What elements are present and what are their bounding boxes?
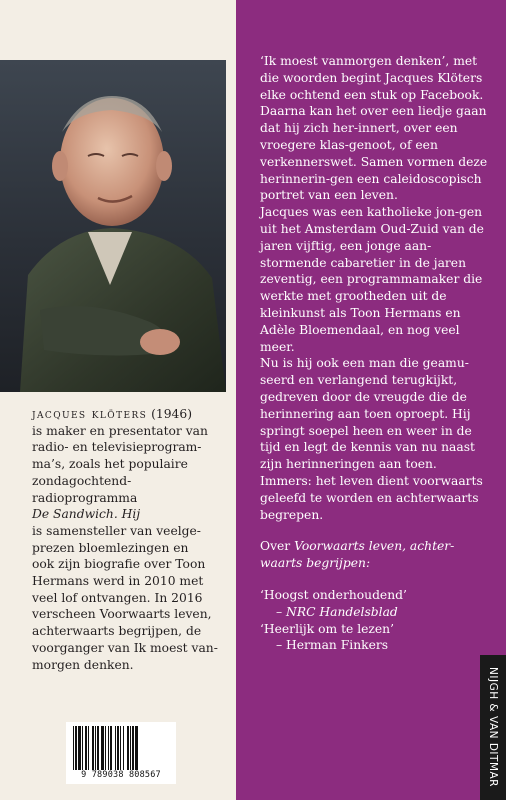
review-source (260, 604, 488, 621)
barcode-bar (82, 726, 83, 770)
author-name: jacques klöters (32, 407, 148, 421)
blurb-paragraph: Nu is hij ook een man die geamu-seerd en verlangend terugkijkt, gedreven door de vreugde die de herinnering aan toen oproept. Hij springt soepel heen en weer in de tijd en legt de kennis van nu naast zijn herinneringen aan toen. Immers: het leven dient voorwaarts geleefd te worden en achterwaarts begrepen. (260, 356, 483, 522)
bio-line: veel lof ontvangen. In 2016 (32, 590, 203, 605)
barcode-bars (72, 726, 170, 770)
bio-line: prezen bloemlezingen en (32, 540, 189, 555)
bio-line: achterwaarts begrijpen, de (32, 624, 202, 639)
barcode-bar (78, 726, 81, 770)
barcode-bar (115, 726, 116, 770)
review-source: – Herman Finkers (276, 638, 389, 653)
barcode-bar (120, 726, 121, 770)
barcode-bar (88, 726, 89, 770)
publisher-spine-strip (480, 655, 506, 800)
bio-line: morgen denken. (32, 657, 134, 672)
bio-line: radio- en televisieprogram- (32, 440, 202, 455)
back-cover-left (0, 0, 236, 800)
barcode-bar (92, 726, 94, 770)
isbn-number: 9 789038 808567 (81, 770, 161, 780)
barcode-bar (130, 726, 131, 770)
bio-line: is maker en presentator van (32, 423, 208, 438)
barcode-bar (135, 726, 138, 770)
bio-line: voorganger van Ik moest van- (32, 640, 218, 655)
bio-line: is samensteller van veelge- (32, 523, 201, 538)
barcode-bar (101, 726, 104, 770)
barcode-bar (73, 726, 74, 770)
previous-book-reference (260, 538, 488, 572)
bio-line: ook zijn biografie over Toon (32, 557, 206, 572)
over-label: Over (260, 539, 295, 554)
bio-line: zondagochtend-radioprogramma (32, 473, 138, 505)
barcode-bar (110, 726, 112, 770)
author-birth-year: (1946) (147, 407, 193, 421)
barcode-bar (108, 726, 109, 770)
barcode-bar (117, 726, 119, 770)
isbn-barcode (66, 722, 176, 784)
publisher-name: NIJGH & VAN DITMAR (487, 667, 499, 787)
radio-show-title: De Sandwich. Hij (32, 507, 141, 522)
review-quote: ‘Hoogst onderhoudend’ (260, 587, 407, 602)
barcode-bar (95, 726, 96, 770)
review-quote: ‘Heerlijk om te lezen’ (260, 621, 394, 636)
blurb-paragraph: ‘Ik moest vanmorgen denken’, met die woorden begint Jacques Klöters elke ochtend een stuk op Facebook. Daarna kan het over een liedje gaan dat hij zich her-innert, over een vroegere klas-genoot, of een verkennerswet. Samen vormen deze herinnerin-gen een caleidoscopisch portret van een leven. (260, 54, 488, 203)
author-bio (32, 406, 232, 673)
blurb-text (260, 53, 488, 654)
barcode-bar (97, 726, 99, 770)
bio-line: Hermans werd in 2010 met (32, 574, 204, 589)
barcode-bar (105, 726, 106, 770)
barcode-bar (127, 726, 129, 770)
barcode-bar (123, 726, 124, 770)
bio-line: verscheen Voorwaarts leven, (32, 607, 212, 622)
author-portrait-illustration (0, 60, 226, 392)
previous-book-title: Voorwaarts leven, achter-waarts begrijpen: (260, 539, 455, 571)
barcode-bar (85, 726, 87, 770)
blurb-paragraph: Jacques was een katholieke jon-gen uit het Amsterdam Oud-Zuid van de jaren vijftig, een jonge aan-stormende cabaretier in de jaren zeventig, een programmamaker die werkte met grootheden uit de kleinkunst als Toon Hermans en Adèle Bloemendaal, en nog veel meer. (260, 205, 484, 354)
bio-line (32, 406, 232, 423)
review-source-text: – NRC Handelsblad (276, 604, 398, 619)
bio-line: ma’s, zoals het populaire (32, 457, 188, 472)
bio-line (32, 506, 232, 523)
barcode-bar (132, 726, 134, 770)
barcode-bar (75, 726, 77, 770)
author-photo (0, 60, 226, 392)
back-cover-blurb-panel (236, 0, 506, 800)
